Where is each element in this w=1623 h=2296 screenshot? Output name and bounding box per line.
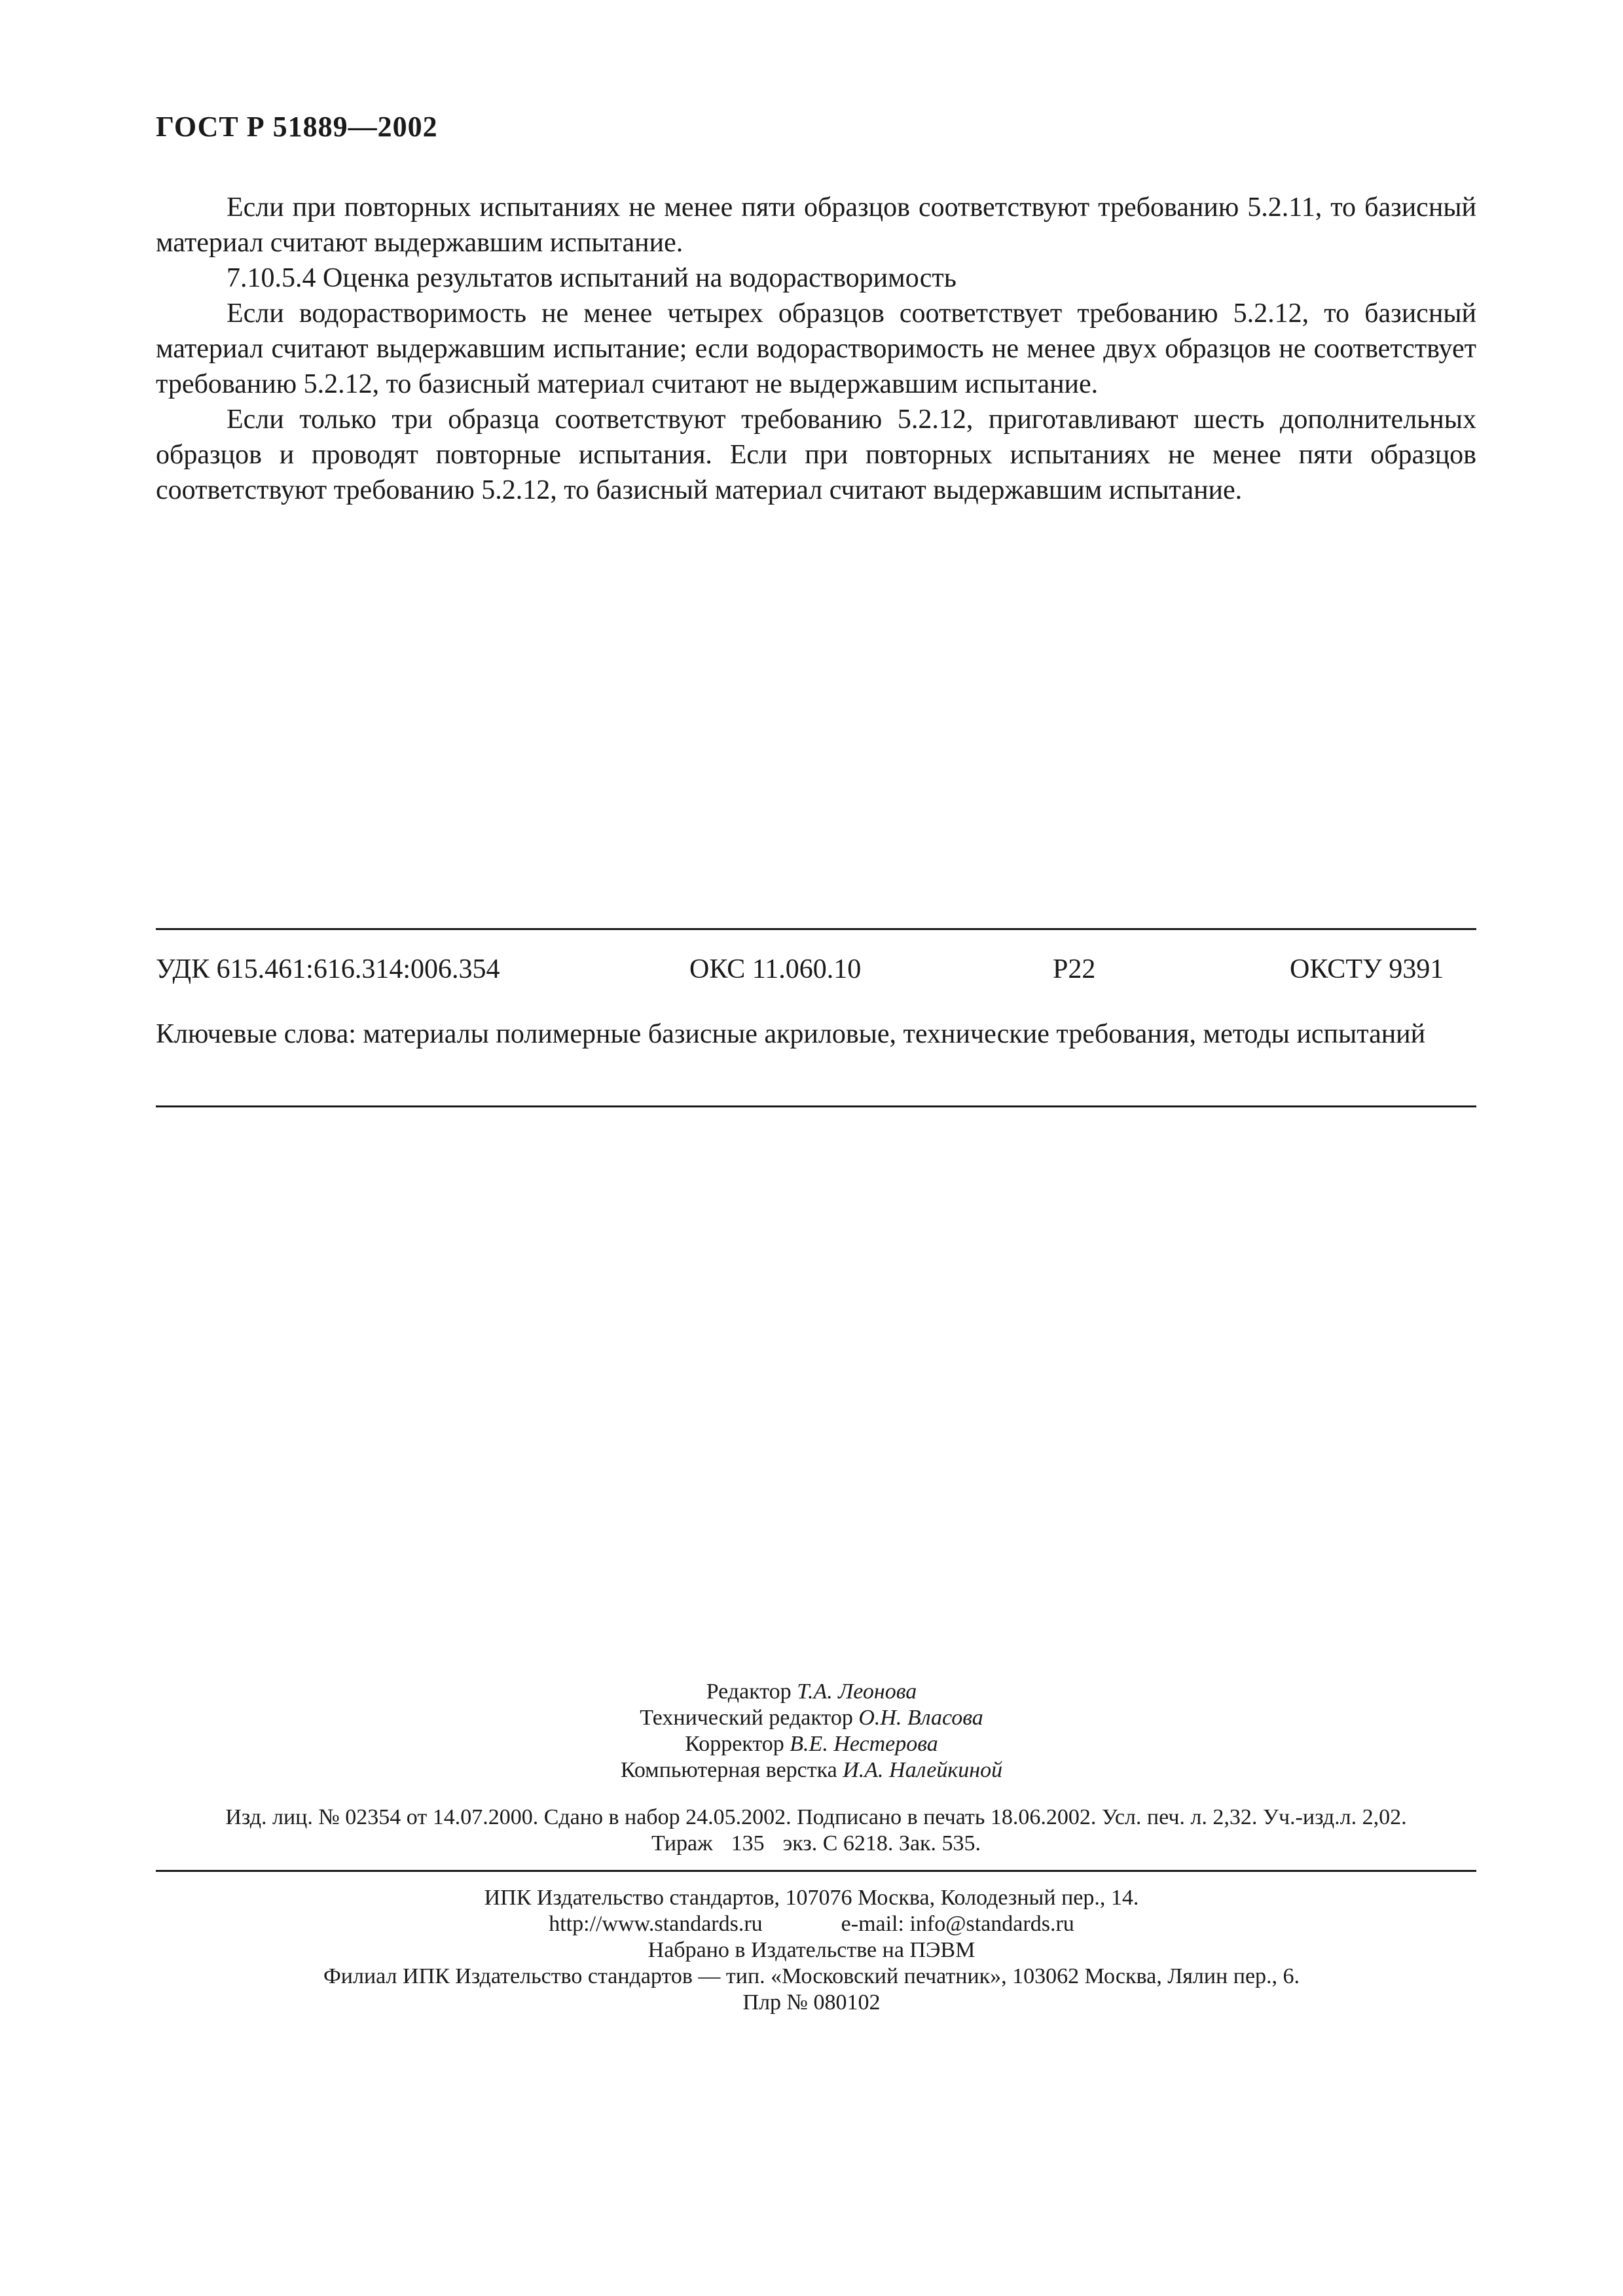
paragraph-water-solubility: Если водорастворимость не менее четырех образцов соответствует требованию 5.2.12, то базисный материал считают выдержавшим испытание; если водорастворимость не менее двух образцов не соответствует требованию 5.2.12, то базисный материал считают не выдержавшим испытание. (156, 298, 1476, 399)
udk-code: УДК 615.461:616.314:006.354 (156, 954, 500, 984)
divider-keywords (156, 1105, 1476, 1107)
section-heading-7-10-5-4: 7.10.5.4 Оценка результатов испытаний на водорастворимость (227, 263, 957, 293)
document-header: ГОСТ Р 51889—2002 (156, 111, 438, 143)
license-number: Плр № 080102 (742, 1990, 881, 2015)
publisher-contacts (0, 1911, 1623, 1937)
okstu-code: ОКСТУ 9391 (1290, 954, 1444, 984)
oks-code: ОКС 11.060.10 (689, 954, 862, 984)
credit-editor: Редактор Т.А. Леонова (706, 1679, 917, 1704)
paragraph-additional-samples: Если только три образца соответствуют требованию 5.2.12, приготавливают шесть дополнительных образцов и проводят повторные испытания. Если при повторных испытаниях не менее пяти образцов соответствуют требованию 5.2.12, то базисный материал считают выдержавшим испытание. (156, 404, 1476, 505)
typeset-note: Набрано в Издательстве на ПЭВМ (647, 1938, 976, 1962)
credit-tech-editor: Технический редактор О.Н. Власова (640, 1706, 983, 1730)
imprint-block (156, 1804, 1476, 1857)
credits-block (0, 1679, 1623, 1784)
divider-top (156, 928, 1476, 930)
divider-imprint (156, 1870, 1476, 1872)
publisher-website: http://www.standards.ru (549, 1912, 763, 1936)
publisher-address: ИПК Издательство стандартов, 107076 Москва, Колодезный пер., 14. (484, 1886, 1139, 1910)
keywords: Ключевые слова: материалы полимерные базисные акриловые, технические требования, методы испытаний (156, 1019, 1426, 1049)
credit-corrector: Корректор В.Е. Нестерова (685, 1732, 938, 1756)
paragraph-retest-5-2-11: Если при повторных испытаниях не менее пяти образцов соответствуют требованию 5.2.11, то базисный материал считают выдержавшим испытание. (156, 192, 1476, 258)
printing-house: Филиал ИПК Издательство стандартов — тип. «Московский печатник», 103062 Москва, Лялин пер., 6. (323, 1964, 1300, 1988)
r-code: Р22 (1053, 954, 1096, 984)
credit-layout: Компьютерная верстка И.А. Налейкиной (620, 1758, 1003, 1782)
publisher-block (0, 1885, 1623, 2016)
publisher-email: e-mail: info@standards.ru (841, 1912, 1074, 1936)
tirazh-line: Тираж 135 экз. С 6218. Зак. 535. (651, 1831, 981, 1856)
body-text (156, 190, 1476, 508)
imprint-line: Изд. лиц. № 02354 от 14.07.2000. Сдано в набор 24.05.2002. Подписано в печать 18.06.2002. Усл. печ. л. 2,32. Уч.-изд.л. 2,02. (225, 1805, 1407, 1829)
